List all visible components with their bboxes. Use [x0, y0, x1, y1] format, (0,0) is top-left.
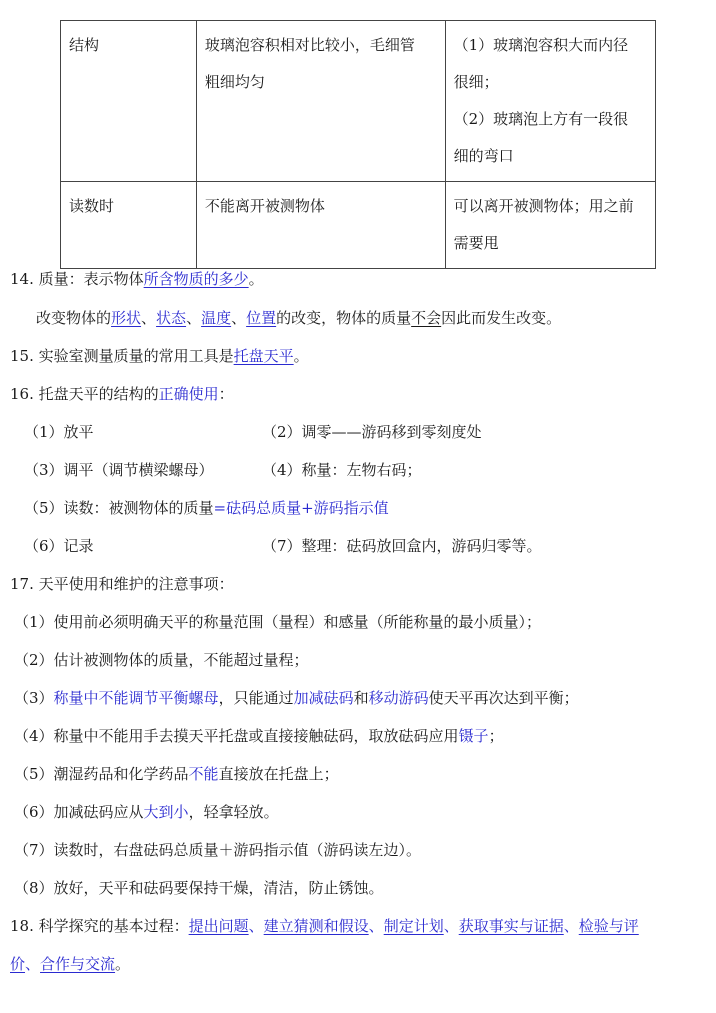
item-14 — [10, 268, 264, 290]
answer-link[interactable]: 建立猜测和假设 — [263, 917, 369, 935]
separator: 、 — [141, 309, 157, 327]
note-1: （1）使用前必须明确天平的称量范围（量程）和感量（所能称量的最小质量）； — [14, 613, 542, 631]
row-label: 结构 — [61, 21, 197, 182]
item-text: 14. 质量：表示物体 — [10, 270, 144, 288]
item-17: 17. 天平使用和维护的注意事项： — [10, 575, 234, 593]
item-text: （6）加减砝码应从 — [14, 803, 144, 821]
cell-text: 可以离开被测物体；用之前 — [453, 197, 634, 215]
item-text: ，轻拿轻放。 — [188, 803, 279, 821]
cell-text: 很细； — [453, 73, 499, 91]
item-text: （5）潮湿药品和化学药品 — [14, 765, 189, 783]
answer-link[interactable]: 制定计划 — [383, 917, 444, 935]
answer-link[interactable]: 检验与评 — [578, 917, 639, 935]
item-text: 直接放在托盘上； — [218, 765, 339, 783]
cell-text: 细的弯口 — [453, 147, 514, 165]
right-cell — [445, 21, 655, 182]
highlight-text: 称量中不能调节平衡螺母 — [53, 689, 219, 707]
separator: 、 — [25, 955, 41, 973]
item-text: （5）读数：被测物体的质量 — [24, 499, 214, 517]
answer-link[interactable]: 所含物质的多少 — [143, 270, 249, 288]
item-text: 和 — [353, 689, 369, 707]
cell-text: （2）玻璃泡上方有一段很 — [453, 110, 629, 128]
cell-text: 玻璃泡容积相对比较小，毛细管 — [204, 36, 415, 54]
item-text: （3） — [14, 689, 54, 707]
step-7: （7）整理：砝码放回盒内，游码归零等。 — [262, 537, 542, 555]
answer-link[interactable]: 合作与交流 — [40, 955, 116, 973]
answer-link[interactable]: 提出问题 — [188, 917, 249, 935]
highlight-text: =砝码总质量+游码指示值 — [213, 499, 389, 517]
item-18-cont — [10, 953, 130, 975]
note-2: （2）估计被测物体的质量，不能超过量程； — [14, 651, 309, 669]
item-text: 15. 实验室测量质量的常用工具是 — [10, 347, 234, 365]
answer-link[interactable]: 形状 — [111, 309, 142, 327]
table-row — [61, 21, 656, 182]
item-18 — [10, 915, 639, 937]
highlight-text: 不能 — [188, 765, 219, 783]
item-text: ； — [488, 727, 504, 745]
item-14-detail — [36, 307, 561, 329]
step-3: （3）调平（调节横梁螺母） — [24, 461, 214, 479]
highlight-text: 正确使用 — [158, 385, 219, 403]
item-text: 。 — [293, 347, 309, 365]
separator: 、 — [186, 309, 202, 327]
left-cell — [196, 21, 445, 182]
answer-link[interactable]: 托盘天平 — [233, 347, 294, 365]
item-text: 的改变，物体的质量 — [276, 309, 412, 327]
item-16 — [10, 383, 234, 405]
separator: 、 — [231, 309, 247, 327]
note-6 — [14, 801, 279, 823]
item-text: 使天平再次达到平衡； — [428, 689, 579, 707]
cell-text: 需要甩 — [453, 234, 499, 252]
separator: 、 — [563, 917, 579, 935]
right-cell — [445, 182, 655, 269]
item-text: 。 — [248, 270, 264, 288]
item-text: ，只能通过 — [218, 689, 294, 707]
separator: 、 — [443, 917, 459, 935]
row-label: 读数时 — [61, 182, 197, 269]
item-15 — [10, 345, 309, 367]
step-6: （6）记录 — [24, 537, 94, 555]
cell-text: （1）玻璃泡容积大而内径 — [453, 36, 629, 54]
note-5 — [14, 763, 339, 785]
highlight-text: 移动游码 — [368, 689, 429, 707]
item-text: 18. 科学探究的基本过程： — [10, 917, 189, 935]
item-text: 16. 托盘天平的结构的 — [10, 385, 159, 403]
highlight-text: 加减砝码 — [293, 689, 354, 707]
highlight-text: 大到小 — [143, 803, 189, 821]
step-1: （1）放平 — [24, 423, 94, 441]
answer-link[interactable]: 获取事实与证据 — [458, 917, 564, 935]
note-8: （8）放好，天平和砝码要保持干燥，清洁，防止锈蚀。 — [14, 879, 384, 897]
step-2: （2）调零——游码移到零刻度处 — [262, 423, 482, 441]
comparison-table — [60, 20, 656, 269]
answer-link[interactable]: 状态 — [156, 309, 187, 327]
step-4: （4）称量：左物右码； — [262, 461, 422, 479]
cell-text: 粗细均匀 — [204, 73, 265, 91]
separator: 、 — [248, 917, 264, 935]
left-cell — [196, 182, 445, 269]
highlight-text: 镊子 — [458, 727, 489, 745]
table-row — [61, 182, 656, 269]
item-text: 。 — [115, 955, 131, 973]
item-text: ： — [218, 385, 234, 403]
note-7: （7）读数时，右盘砝码总质量＋游码指示值（游码读左边）。 — [14, 841, 422, 859]
step-5 — [24, 497, 389, 519]
answer-link[interactable]: 温度 — [201, 309, 232, 327]
note-3 — [14, 687, 579, 709]
cell-text: 不能离开被测物体 — [204, 197, 325, 215]
item-text: （4）称量中不能用手去摸天平托盘或直接接触砝码，取放砝码应用 — [14, 727, 459, 745]
underlined-text: 不会 — [411, 309, 442, 327]
answer-link[interactable]: 价 — [10, 955, 26, 973]
separator: 、 — [368, 917, 384, 935]
item-text: 改变物体的 — [36, 309, 112, 327]
note-4 — [14, 725, 504, 747]
item-text: 因此而发生改变。 — [441, 309, 562, 327]
answer-link[interactable]: 位置 — [246, 309, 277, 327]
